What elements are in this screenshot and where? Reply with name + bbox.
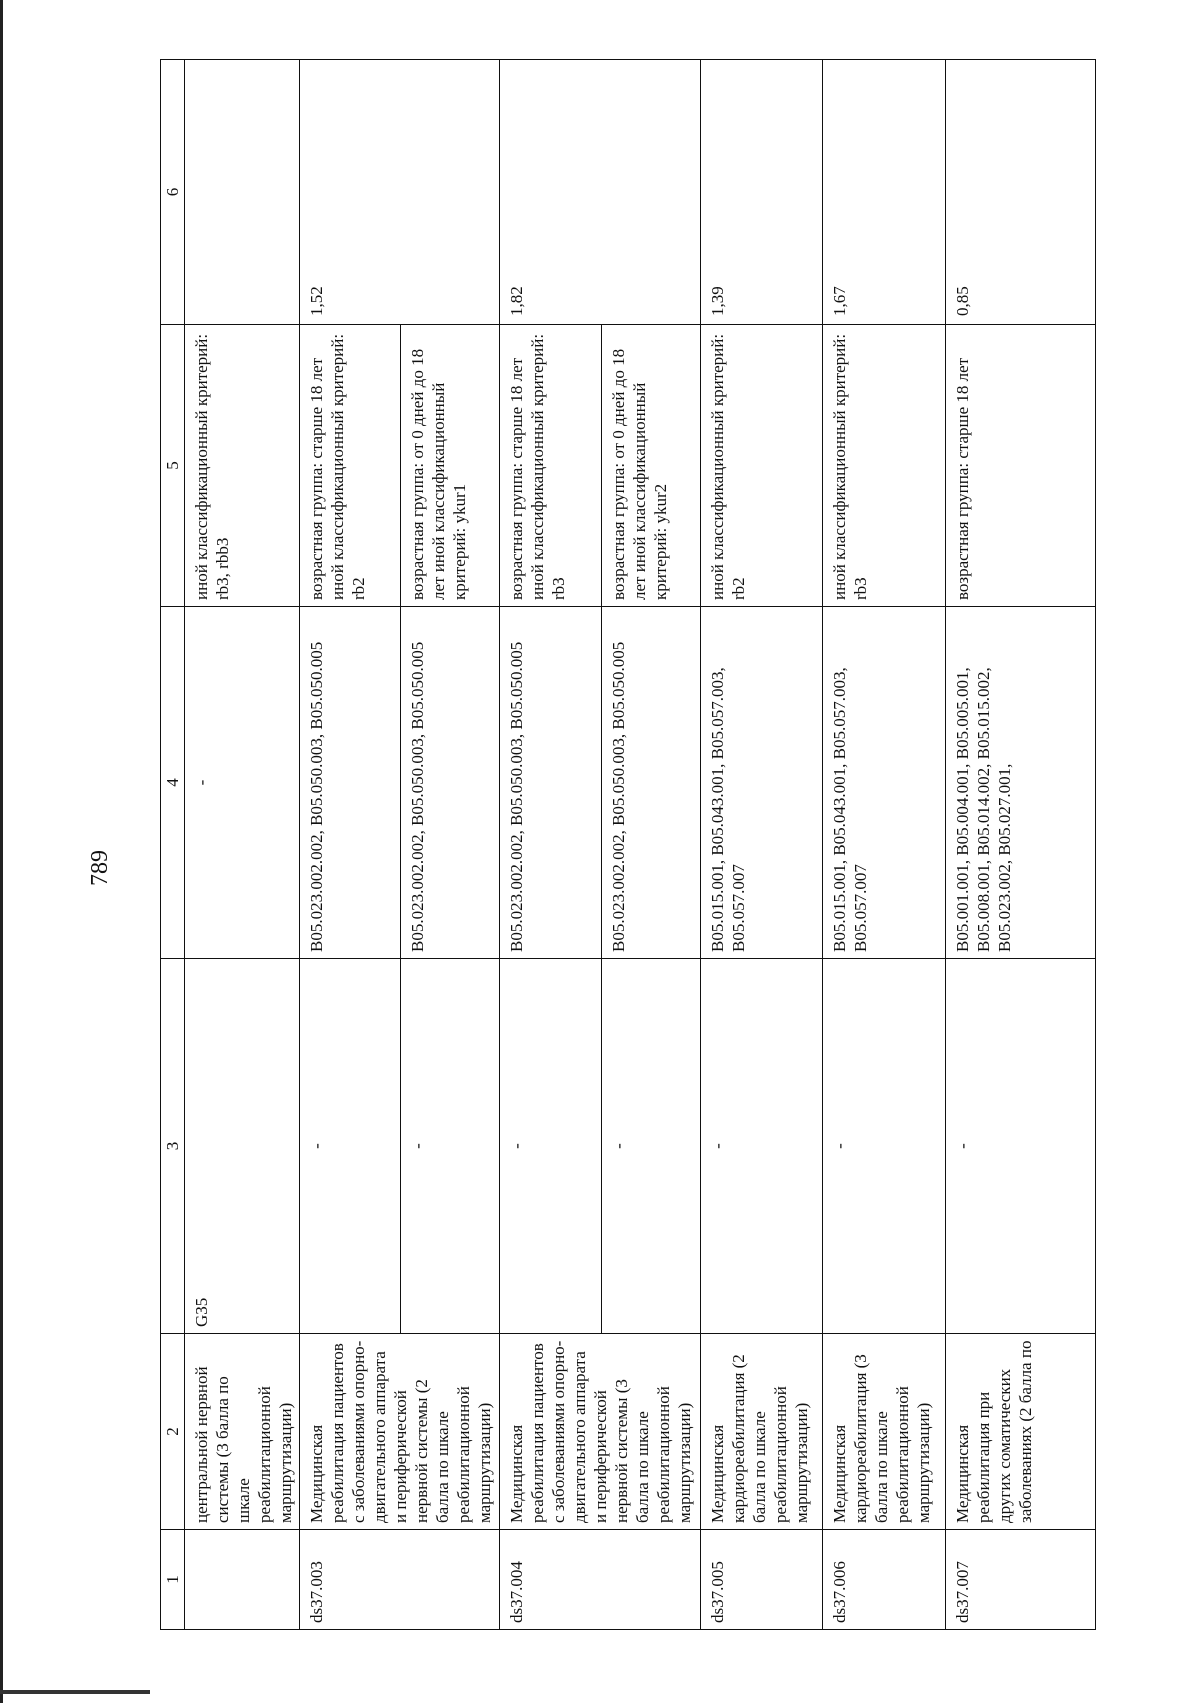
scan-bottom-mark bbox=[0, 1690, 150, 1694]
cell-name: Медицинская реабилитация пациентов с заболеваниями опорно-двигательного аппарата и периферической нервной системы (3 балла по шкале реабилитационной маршрутизации) bbox=[500, 1334, 701, 1530]
cell-criteria: иной классификационный критерий: rb3 bbox=[823, 325, 946, 607]
header-cell-5: 5 bbox=[161, 325, 185, 607]
cell-services: B05.023.002.002, B05.050.003, B05.050.005 bbox=[602, 607, 701, 959]
table-row bbox=[300, 60, 401, 1630]
cell-criteria: возрастная группа: старше 18 лет иной классификационный критерий: rb2 bbox=[300, 325, 401, 607]
cell-name: Медицинская реабилитация при других соматических заболеваниях (2 балла по bbox=[946, 1334, 1096, 1530]
cell-services: B05.023.002.002, B05.050.003, B05.050.005 bbox=[300, 607, 401, 959]
cell-criteria: возрастная группа: от 0 дней до 18 лет иной классификационный критерий: ykur1 bbox=[401, 325, 500, 607]
table-row bbox=[946, 60, 1096, 1630]
tariff-table bbox=[160, 59, 1096, 1630]
header-cell-2: 2 bbox=[161, 1334, 185, 1530]
cell-name: Медицинская кардиореабилитация (3 балла по шкале реабилитационной маршрутизации) bbox=[823, 1334, 946, 1530]
cell-services: B05.015.001, B05.043.001, B05.057.003, B05.057.007 bbox=[701, 607, 823, 959]
table-row bbox=[500, 60, 602, 1630]
header-row bbox=[161, 60, 185, 1630]
cell-code: ds37.005 bbox=[701, 1530, 823, 1630]
cell-services: - bbox=[185, 607, 300, 959]
cell-diagnosis: - bbox=[701, 959, 823, 1334]
cell-coefficient: 1,82 bbox=[500, 60, 701, 325]
cell-services: B05.023.002.002, B05.050.003, B05.050.005 bbox=[500, 607, 602, 959]
cell-name: Медицинская реабилитация пациентов с заболеваниями опорно-двигательного аппарата и периферической нервной системы (2 балла по шкале реабилитационной маршрутизации) bbox=[300, 1334, 500, 1530]
cell-diagnosis: - bbox=[500, 959, 602, 1334]
header-cell-4: 4 bbox=[161, 607, 185, 959]
cell-name: центральной нервной системы (3 балла по шкале реабилитационной маршрутизации) bbox=[185, 1334, 300, 1530]
header-cell-1: 1 bbox=[161, 1530, 185, 1630]
table-row bbox=[701, 60, 823, 1630]
cell-coefficient: 1,52 bbox=[300, 60, 500, 325]
header-cell-3: 3 bbox=[161, 959, 185, 1334]
cell-diagnosis: G35 bbox=[185, 959, 300, 1334]
cell-coefficient bbox=[185, 60, 300, 325]
cell-criteria: иной классификационный критерий: rb3, rbb3 bbox=[185, 325, 300, 607]
cell-code: ds37.007 bbox=[946, 1530, 1096, 1630]
cell-criteria: иной классификационный критерий: rb2 bbox=[701, 325, 823, 607]
cell-services: B05.023.002.002, B05.050.003, B05.050.005 bbox=[401, 607, 500, 959]
page-number: 789 bbox=[87, 850, 113, 886]
cell-services: B05.015.001, B05.043.001, B05.057.003, B05.057.007 bbox=[823, 607, 946, 959]
cell-diagnosis: - bbox=[946, 959, 1096, 1334]
cell-code bbox=[185, 1530, 300, 1630]
scan-edge bbox=[0, 0, 3, 1703]
cell-coefficient: 1,67 bbox=[823, 60, 946, 325]
cell-coefficient: 0,85 bbox=[946, 60, 1096, 325]
header-cell-6: 6 bbox=[161, 60, 185, 325]
cell-services: B05.001.001, B05.004.001, B05.005.001, B05.008.001, B05.014.002, B05.015.002, B05.023.002, B05.027.001, bbox=[946, 607, 1096, 959]
rotated-table-wrapper bbox=[160, 60, 1096, 1630]
cell-diagnosis: - bbox=[823, 959, 946, 1334]
cell-criteria: возрастная группа: старше 18 лет bbox=[946, 325, 1096, 607]
cell-diagnosis: - bbox=[300, 959, 401, 1334]
cell-code: ds37.006 bbox=[823, 1530, 946, 1630]
table-row bbox=[823, 60, 946, 1630]
cell-diagnosis: - bbox=[602, 959, 701, 1334]
cell-name: Медицинская кардиореабилитация (2 балла по шкале реабилитационной маршрутизации) bbox=[701, 1334, 823, 1530]
cell-coefficient: 1,39 bbox=[701, 60, 823, 325]
cell-criteria: возрастная группа: старше 18 лет иной классификационный критерий: rb3 bbox=[500, 325, 602, 607]
table-row bbox=[185, 60, 300, 1630]
cell-criteria: возрастная группа: от 0 дней до 18 лет иной классификационный критерий: ykur2 bbox=[602, 325, 701, 607]
cell-code: ds37.003 bbox=[300, 1530, 500, 1630]
cell-diagnosis: - bbox=[401, 959, 500, 1334]
cell-code: ds37.004 bbox=[500, 1530, 701, 1630]
